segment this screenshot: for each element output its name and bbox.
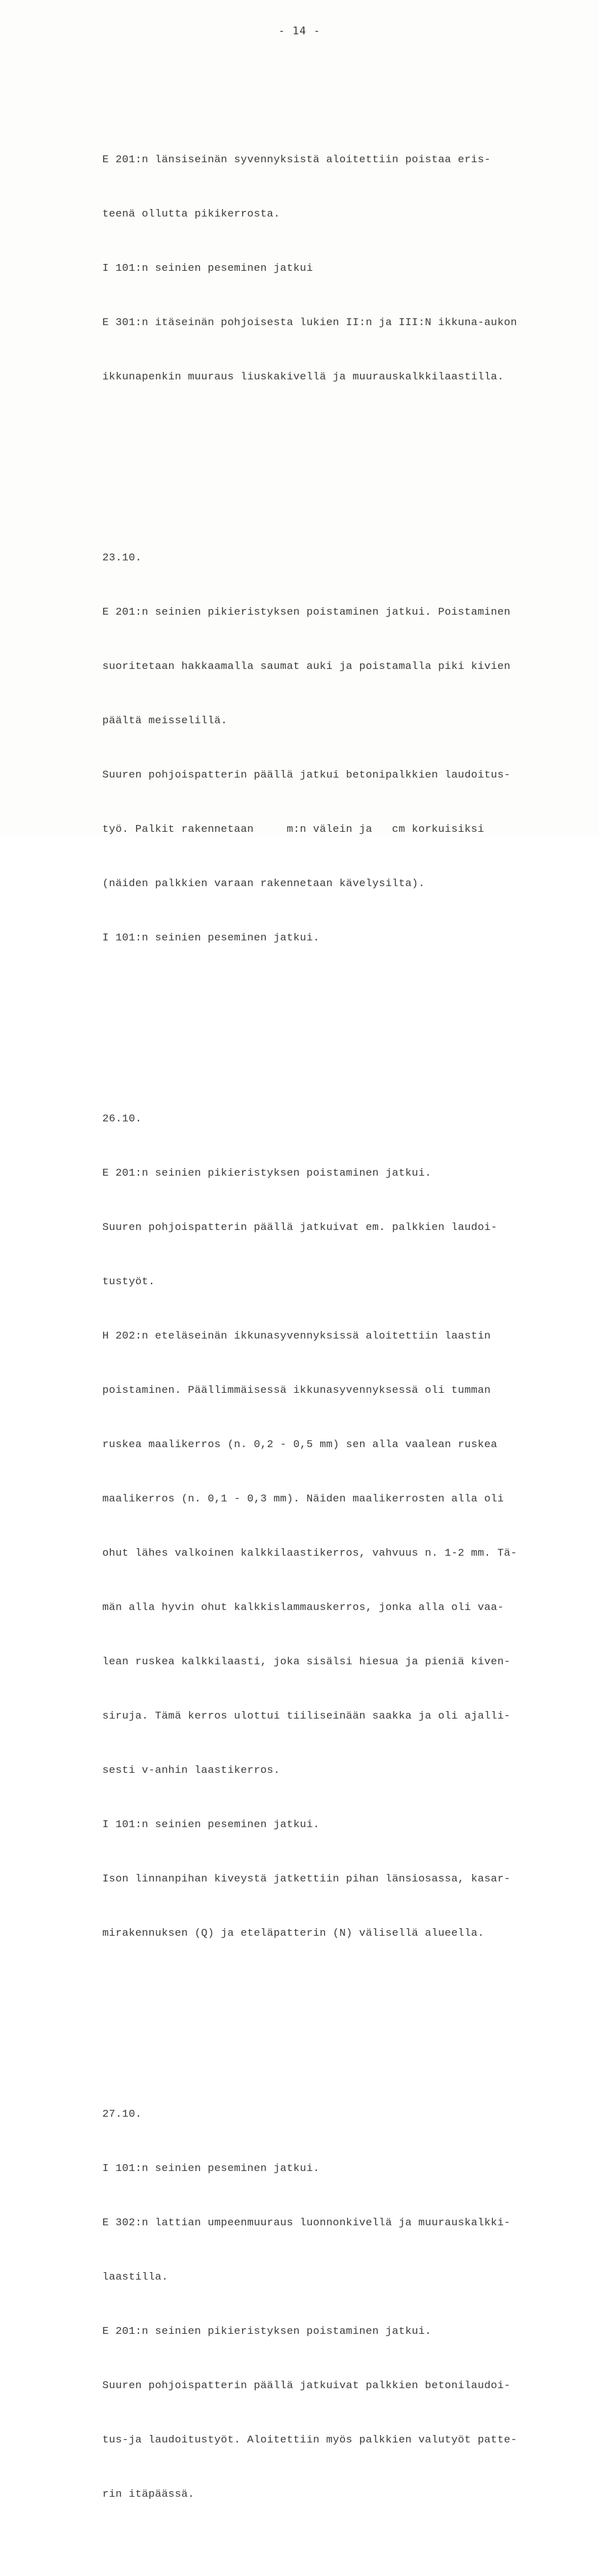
text-line: män alla hyvin ohut kalkkislammauskerros, jonka alla oli vaa- — [102, 1602, 504, 1614]
text-line: maalikerros (n. 0,1 - 0,3 mm). Näiden maalikerrosten alla oli — [102, 1493, 504, 1505]
text-line: rin itäpäässä. — [102, 2489, 195, 2500]
text-line: teenä ollutta pikikerrosta. — [102, 208, 280, 220]
text-line: laastilla. — [102, 2271, 168, 2283]
text-line: Suuren pohjoispatterin päällä jatkuivat palkkien betonilaudoi- — [102, 2380, 511, 2392]
text-line: mirakennuksen (Q) ja eteläpatterin (N) välisellä alueella. — [102, 1928, 484, 1939]
entry-3 — [102, 1074, 564, 1979]
text-line: (näiden palkkien varaan rakennetaan kävelysilta). — [102, 878, 426, 890]
text-line: päältä meisselillä. — [102, 715, 228, 727]
entry-date: 23.10. — [102, 552, 142, 564]
entry-2 — [102, 513, 564, 983]
text-line: siruja. Tämä kerros ulottui tiiliseinään saakka ja oli ajalli- — [102, 1710, 511, 1722]
text-line: I 101:n seinien peseminen jatkui. — [102, 2163, 320, 2175]
text-line: poistaminen. Päällimmäisessä ikkunasyvennyksessä oli tumman — [102, 1385, 491, 1397]
entry-date: 26.10. — [102, 1113, 142, 1125]
text-line: suoritetaan hakkaamalla saumat auki ja poistamalla piki kivien — [102, 661, 511, 673]
text-line: H 202:n eteläseinän ikkunasyvennyksissä aloitettiin laastin — [102, 1330, 491, 1342]
text-line: tus-ja laudoitustyöt. Aloitettiin myös palkkien valutyöt patte- — [102, 2434, 517, 2446]
text-line: lean ruskea kalkkilaasti, joka sisälsi hiesua ja pieniä kiven- — [102, 1656, 511, 1668]
text-line: tustyöt. — [102, 1276, 155, 1288]
text-line: E 201:n seinien pikieristyksen poistaminen jatkui. — [102, 1168, 432, 1179]
text-line: sesti v-anhin laastikerros. — [102, 1765, 280, 1777]
text-line: E 301:n itäseinän pohjoisesta lukien II:n ja III:N ikkuna-aukon — [102, 317, 517, 329]
text-line: E 201:n länsiseinän syvennyksistä aloitettiin poistaa eris- — [102, 154, 491, 166]
paragraph-gap — [102, 459, 564, 477]
entry-1 — [102, 115, 564, 422]
entry-4 — [102, 2069, 564, 2540]
text-line: I 101:n seinien peseminen jatkui — [102, 263, 313, 275]
entry-date: 27.10. — [102, 2109, 142, 2120]
text-line: E 201:n seinien pikieristyksen poistaminen jatkui. — [102, 2326, 432, 2338]
text-line: Suuren pohjoispatterin päällä jatkui betonipalkkien laudoitus- — [102, 769, 511, 781]
text-line: I 101:n seinien peseminen jatkui. — [102, 1819, 320, 1831]
text-line: ruskea maalikerros (n. 0,2 - 0,5 mm) sen alla vaalean ruskea — [102, 1439, 498, 1451]
text-line: ikkunapenkin muuraus liuskakivellä ja muurauskalkkilaastilla. — [102, 371, 504, 383]
paragraph-gap — [102, 2015, 564, 2033]
text-line: työ. Palkit rakennetaan m:n välein ja cm korkuisiksi — [102, 824, 484, 836]
text-line: E 201:n seinien pikieristyksen poistaminen jatkui. Poistaminen — [102, 607, 511, 618]
text-line: Ison linnanpihan kiveystä jatkettiin pihan länsiosassa, kasar- — [102, 1873, 511, 1885]
text-line: ohut lähes valkoinen kalkkilaastikerros, vahvuus n. 1-2 mm. Tä- — [102, 1548, 517, 1559]
document-body — [102, 79, 564, 2576]
page-number: - 14 - — [278, 25, 321, 37]
text-line: Suuren pohjoispatterin päällä jatkuivat em. palkkien laudoi- — [102, 1222, 498, 1234]
paragraph-gap — [102, 1020, 564, 1038]
text-line: I 101:n seinien peseminen jatkui. — [102, 932, 320, 944]
text-line: E 302:n lattian umpeenmuuraus luonnonkivellä ja muurauskalkki- — [102, 2217, 511, 2229]
